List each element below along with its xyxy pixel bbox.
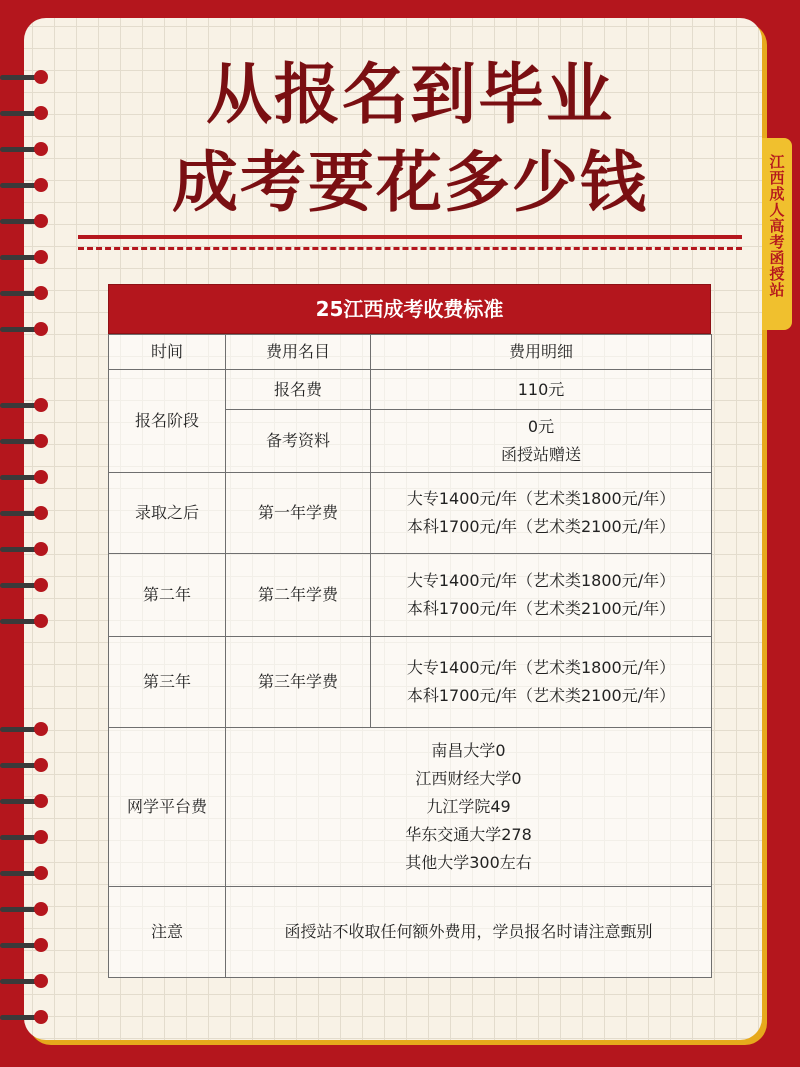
column-header-detail: 费用明细 (371, 335, 712, 370)
ring-hole (34, 578, 48, 592)
spiral-ring (0, 106, 54, 120)
detail-line: 本科1700元/年（艺术类2100元/年） (406, 599, 676, 618)
cell-item: 备考资料 (226, 410, 371, 473)
spiral-ring (0, 398, 54, 412)
ring-hole (34, 902, 48, 916)
table-header-row (109, 335, 712, 370)
ring-hole (34, 106, 48, 120)
cell-detail: 110元 (371, 370, 712, 410)
ring-hole (34, 286, 48, 300)
page-title-line1: 从报名到毕业 (206, 56, 614, 133)
spiral-ring (0, 614, 54, 628)
cell-detail (226, 728, 712, 887)
ring-hole (34, 250, 48, 264)
ring-hole (34, 614, 48, 628)
spiral-ring (0, 434, 54, 448)
platform-line: 九江学院49 (426, 797, 511, 816)
spiral-ring (0, 322, 54, 336)
spiral-ring (0, 470, 54, 484)
spiral-ring (0, 70, 54, 84)
table-row (109, 728, 712, 887)
side-tab-label: 江西成人高考函授站 (767, 154, 786, 298)
ring-hole (34, 214, 48, 228)
spiral-ring (0, 758, 54, 772)
ring-hole (34, 434, 48, 448)
spiral-ring (0, 974, 54, 988)
platform-line: 其他大学300左右 (405, 853, 532, 872)
spiral-ring (0, 902, 54, 916)
detail-line: 0元 (527, 417, 555, 436)
spiral-ring (0, 250, 54, 264)
table-row (109, 370, 712, 410)
ring-hole (34, 794, 48, 808)
fee-table-grid (108, 334, 712, 978)
ring-hole (34, 866, 48, 880)
ring-hole (34, 470, 48, 484)
spiral-ring (0, 214, 54, 228)
detail-line: 大专1400元/年（艺术类1800元/年） (406, 571, 676, 590)
spiral-ring (0, 286, 54, 300)
table-row (109, 554, 712, 637)
platform-line: 华东交通大学278 (405, 825, 532, 844)
spiral-ring (0, 794, 54, 808)
cell-time: 报名阶段 (109, 370, 226, 473)
detail-line: 本科1700元/年（艺术类2100元/年） (406, 686, 676, 705)
ring-hole (34, 758, 48, 772)
cell-item: 报名费 (226, 370, 371, 410)
ring-hole (34, 322, 48, 336)
cell-detail (371, 554, 712, 637)
detail-line: 大专1400元/年（艺术类1800元/年） (406, 658, 676, 677)
ring-hole (34, 974, 48, 988)
title-divider (78, 235, 742, 239)
column-header-item: 费用名目 (226, 335, 371, 370)
page-title-line2: 成考要花多少钱 (172, 144, 648, 221)
fee-table (108, 284, 711, 978)
platform-line: 江西财经大学0 (415, 769, 522, 788)
ring-hole (34, 722, 48, 736)
spiral-ring (0, 578, 54, 592)
cell-time: 第三年 (109, 637, 226, 728)
ring-hole (34, 938, 48, 952)
ring-hole (34, 830, 48, 844)
platform-line: 南昌大学0 (431, 741, 506, 760)
ring-hole (34, 542, 48, 556)
spiral-ring (0, 506, 54, 520)
ring-hole (34, 1010, 48, 1024)
spiral-ring (0, 142, 54, 156)
cell-time: 注意 (109, 887, 226, 978)
ring-hole (34, 398, 48, 412)
column-header-time: 时间 (109, 335, 226, 370)
cell-item: 第三年学费 (226, 637, 371, 728)
cell-time: 第二年 (109, 554, 226, 637)
spiral-ring (0, 1010, 54, 1024)
cell-time: 网学平台费 (109, 728, 226, 887)
fee-table-title: 25江西成考收费标准 (108, 284, 711, 334)
detail-line: 本科1700元/年（艺术类2100元/年） (406, 517, 676, 536)
ring-hole (34, 506, 48, 520)
cell-detail (371, 473, 712, 554)
spiral-ring (0, 542, 54, 556)
spiral-ring (0, 722, 54, 736)
cell-time: 录取之后 (109, 473, 226, 554)
detail-line: 大专1400元/年（艺术类1800元/年） (406, 489, 676, 508)
table-row (109, 887, 712, 978)
spiral-ring (0, 178, 54, 192)
detail-line: 函授站赠送 (500, 445, 581, 464)
title-divider-dashed (78, 247, 742, 250)
side-tab (762, 138, 792, 330)
cell-detail (371, 637, 712, 728)
table-row (109, 637, 712, 728)
table-row (109, 473, 712, 554)
cell-item: 第二年学费 (226, 554, 371, 637)
spiral-ring (0, 938, 54, 952)
cell-item: 第一年学费 (226, 473, 371, 554)
spiral-ring (0, 866, 54, 880)
spiral-ring (0, 830, 54, 844)
ring-hole (34, 178, 48, 192)
cell-detail (371, 410, 712, 473)
ring-hole (34, 70, 48, 84)
cell-detail: 函授站不收取任何额外费用，学员报名时请注意甄别 (226, 887, 712, 978)
ring-hole (34, 142, 48, 156)
